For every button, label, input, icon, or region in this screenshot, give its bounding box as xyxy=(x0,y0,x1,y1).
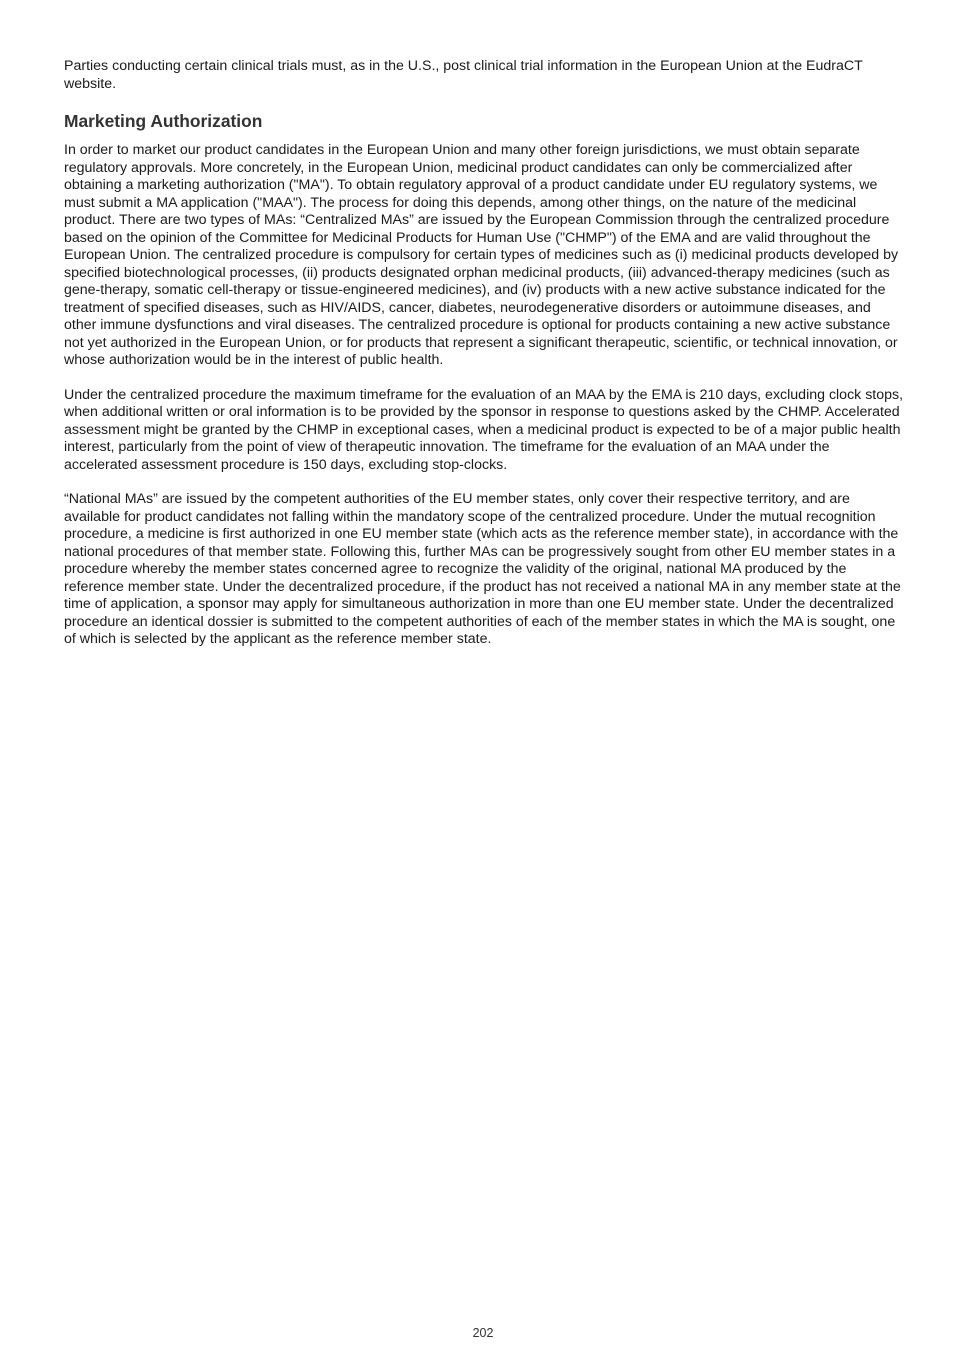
intro-paragraph: Parties conducting certain clinical trials must, as in the U.S., post clinical trial information in the European Union at the EudraCT website. xyxy=(64,58,863,92)
marketing-authorization-paragraph-2: Under the centralized procedure the maximum timeframe for the evaluation of an MAA by the EMA is 210 days, excluding clock stops, when additional written or oral information is to be provided by the sponsor in response to questions asked by the CHMP. Accelerated assessment might be granted by the CHMP in exceptional cases, when a medicinal product is expected to be of a major public health interest, particularly from the point of view of therapeutic innovation. The timeframe for the evaluation of an MAA under the accelerated assessment procedure is 150 days, excluding stop-clocks. xyxy=(64,386,904,473)
page-number: 202 xyxy=(472,1326,494,1340)
marketing-authorization-paragraph-1: In order to market our product candidates in the European Union and many other foreign jurisdictions, we must obtain separate regulatory approvals. More concretely, in the European Union, medicinal product candidates can only be commercialized after obtaining a marketing authorization ("MA"). To obtain regulatory approval of a product candidate under EU regulatory systems, we must submit a MA application ("MAA"). The process for doing this depends, among other things, on the nature of the medicinal product. There are two types of MAs: “Centralized MAs” are issued by the European Commission through the centralized procedure based on the opinion of the Committee for Medicinal Products for Human Use ("CHMP") of the EMA and are valid throughout the European Union. The centralized procedure is compulsory for certain types of medicines such as (i) medicinal products developed by specified biotechnological processes, (ii) products designated orphan medicinal products, (iii) advanced-therapy medicines (such as gene-therapy, somatic cell-therapy or tissue-engineered medicines), and (iv) products with a new active substance indicated for the treatment of specified diseases, such as HIV/AIDS, cancer, diabetes, neurodegenerative disorders or autoimmune diseases, and other immune dysfunctions and viral diseases. The centralized procedure is optional for products containing a new active substance not yet authorized in the European Union, or for products that represent a significant therapeutic, scientific, or technical innovation, or whose authorization would be in the interest of public health. xyxy=(64,142,899,368)
marketing-authorization-paragraph-3: “National MAs” are issued by the competent authorities of the EU member states, only cover their respective territory, and are available for product candidates not falling within the mandatory scope of the centralized procedure. Under the mutual recognition procedure, a medicine is first authorized in one EU member state (which acts as the reference member state), in accordance with the national procedures of that member state. Following this, further MAs can be progressively sought from other EU member states in a procedure whereby the member states concerned agree to recognize the validity of the original, national MA produced by the reference member state. Under the decentralized procedure, if the product has not received a national MA in any member state at the time of application, a sponsor may apply for simultaneous authorization in more than one EU member state. Under the decentralized procedure an identical dossier is submitted to the competent authorities of each of the member states in which the MA is sought, one of which is selected by the applicant as the reference member state. xyxy=(64,491,901,647)
section-heading-marketing-authorization: Marketing Authorization xyxy=(64,111,263,131)
document-body xyxy=(64,58,904,666)
